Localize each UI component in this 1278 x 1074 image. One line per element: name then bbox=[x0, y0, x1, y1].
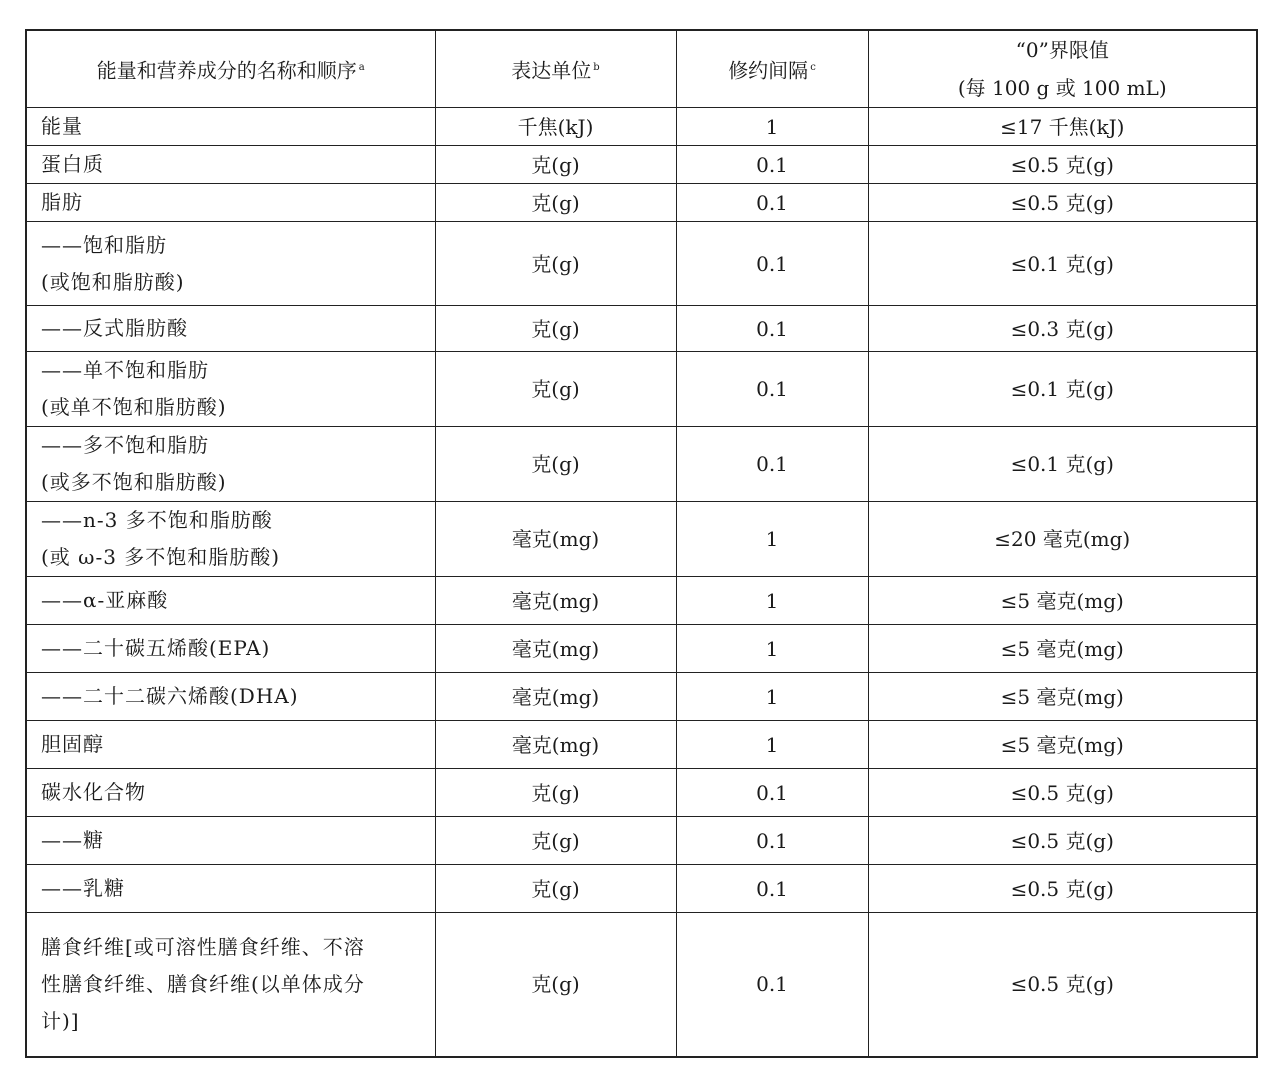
table-row bbox=[26, 222, 1257, 306]
unit-cell: 克(g) bbox=[435, 427, 676, 502]
nutrient-name bbox=[26, 865, 435, 913]
limit-cell: ≤17 千焦(kJ) bbox=[868, 108, 1257, 146]
unit-cell: 毫克(mg) bbox=[435, 673, 676, 721]
nutrient-name bbox=[26, 817, 435, 865]
unit-cell: 克(g) bbox=[435, 146, 676, 184]
interval-cell: 1 bbox=[676, 108, 868, 146]
header-name-order: 能量和营养成分的名称和顺序 $^a$ bbox=[26, 30, 435, 108]
header-unit: 表达单位 $^b$ bbox=[435, 30, 676, 108]
nutrient-name bbox=[26, 222, 435, 306]
interval-cell: 1 bbox=[676, 625, 868, 673]
limit-cell: ≤0.5 克(g) bbox=[868, 913, 1257, 1057]
nutrient-name bbox=[26, 769, 435, 817]
nutrient-name-line: ——α-亚麻酸 bbox=[41, 588, 169, 612]
nutrient-name-line: ——饱和脂肪 bbox=[41, 232, 167, 257]
nutrient-name bbox=[26, 352, 435, 427]
nutrient-name-line: 蛋白质 bbox=[41, 152, 104, 176]
header-row bbox=[26, 30, 1257, 108]
nutrient-name bbox=[26, 184, 435, 222]
limit-cell: ≤0.5 克(g) bbox=[868, 769, 1257, 817]
table-row bbox=[26, 769, 1257, 817]
nutrient-name-line: 膳食纤维[或可溶性膳食纤维、不溶 bbox=[41, 934, 365, 959]
limit-cell: ≤5 毫克(mg) bbox=[868, 625, 1257, 673]
table-row bbox=[26, 721, 1257, 769]
limit-cell: ≤0.5 克(g) bbox=[868, 817, 1257, 865]
nutrient-name bbox=[26, 673, 435, 721]
limit-cell: ≤5 毫克(mg) bbox=[868, 721, 1257, 769]
table-row bbox=[26, 865, 1257, 913]
nutrient-name bbox=[26, 427, 435, 502]
nutrient-name bbox=[26, 913, 435, 1057]
limit-cell: ≤0.1 克(g) bbox=[868, 222, 1257, 306]
nutrient-name-line: 能量 bbox=[41, 114, 83, 138]
limit-cell: ≤5 毫克(mg) bbox=[868, 673, 1257, 721]
nutrient-name-line: 胆固醇 bbox=[41, 732, 104, 756]
header-zero-limit: “0”界限值 (每 100 g 或 100 mL) bbox=[868, 30, 1257, 108]
limit-cell: ≤0.1 克(g) bbox=[868, 427, 1257, 502]
table-row bbox=[26, 625, 1257, 673]
nutrient-name-line: (或单不饱和脂肪酸) bbox=[41, 395, 227, 419]
table-row bbox=[26, 577, 1257, 625]
nutrient-name-line: 计)] bbox=[41, 1008, 80, 1033]
nutrient-name-line: ——n-3 多不饱和脂肪酸 bbox=[41, 508, 273, 532]
unit-cell: 毫克(mg) bbox=[435, 625, 676, 673]
header-rounding-interval: 修约间隔 $^c$ bbox=[676, 30, 868, 108]
nutrient-name-line: (或饱和脂肪酸) bbox=[41, 269, 185, 294]
table-row bbox=[26, 146, 1257, 184]
limit-cell: ≤0.1 克(g) bbox=[868, 352, 1257, 427]
table-row bbox=[26, 352, 1257, 427]
interval-cell: 0.1 bbox=[676, 222, 868, 306]
nutrient-name bbox=[26, 502, 435, 577]
nutrient-name-line: 碳水化合物 bbox=[41, 780, 146, 804]
interval-cell: 0.1 bbox=[676, 427, 868, 502]
unit-cell: 克(g) bbox=[435, 769, 676, 817]
nutrition-table bbox=[25, 29, 1258, 1058]
nutrient-name bbox=[26, 306, 435, 352]
interval-cell: 0.1 bbox=[676, 306, 868, 352]
interval-cell: 1 bbox=[676, 673, 868, 721]
interval-cell: 0.1 bbox=[676, 146, 868, 184]
nutrient-name bbox=[26, 108, 435, 146]
nutrient-name-line: (或多不饱和脂肪酸) bbox=[41, 470, 227, 494]
interval-cell: 0.1 bbox=[676, 913, 868, 1057]
unit-cell: 克(g) bbox=[435, 865, 676, 913]
limit-cell: ≤0.5 克(g) bbox=[868, 184, 1257, 222]
nutrient-name bbox=[26, 625, 435, 673]
interval-cell: 0.1 bbox=[676, 865, 868, 913]
table-row bbox=[26, 817, 1257, 865]
table-row bbox=[26, 306, 1257, 352]
unit-cell: 千焦(kJ) bbox=[435, 108, 676, 146]
unit-cell: 毫克(mg) bbox=[435, 502, 676, 577]
nutrient-name bbox=[26, 721, 435, 769]
nutrient-name-line: ——多不饱和脂肪 bbox=[41, 433, 209, 457]
unit-cell: 克(g) bbox=[435, 306, 676, 352]
nutrient-name-line: 性膳食纤维、膳食纤维(以单体成分 bbox=[41, 971, 365, 996]
interval-cell: 0.1 bbox=[676, 817, 868, 865]
limit-cell: ≤0.5 克(g) bbox=[868, 865, 1257, 913]
nutrient-name-line: ——乳糖 bbox=[41, 876, 125, 900]
table-row bbox=[26, 913, 1257, 1057]
nutrient-name-line: ——二十二碳六烯酸(DHA) bbox=[41, 684, 299, 708]
unit-cell: 毫克(mg) bbox=[435, 721, 676, 769]
nutrient-name-line: ——单不饱和脂肪 bbox=[41, 358, 209, 382]
limit-cell: ≤20 毫克(mg) bbox=[868, 502, 1257, 577]
limit-cell: ≤5 毫克(mg) bbox=[868, 577, 1257, 625]
table-row bbox=[26, 502, 1257, 577]
unit-cell: 克(g) bbox=[435, 913, 676, 1057]
nutrient-name-line: 脂肪 bbox=[41, 190, 83, 214]
unit-cell: 克(g) bbox=[435, 222, 676, 306]
nutrient-name-line: ——二十碳五烯酸(EPA) bbox=[41, 636, 271, 660]
unit-cell: 克(g) bbox=[435, 184, 676, 222]
unit-cell: 毫克(mg) bbox=[435, 577, 676, 625]
nutrient-name bbox=[26, 577, 435, 625]
table-row bbox=[26, 184, 1257, 222]
table-row bbox=[26, 427, 1257, 502]
nutrient-name-line: ——糖 bbox=[41, 828, 104, 852]
table-body bbox=[26, 108, 1257, 1057]
interval-cell: 1 bbox=[676, 721, 868, 769]
interval-cell: 0.1 bbox=[676, 769, 868, 817]
limit-cell: ≤0.5 克(g) bbox=[868, 146, 1257, 184]
interval-cell: 0.1 bbox=[676, 184, 868, 222]
nutrient-name-line: (或 ω-3 多不饱和脂肪酸) bbox=[41, 545, 281, 569]
nutrient-name-line: ——反式脂肪酸 bbox=[41, 316, 188, 340]
unit-cell: 克(g) bbox=[435, 817, 676, 865]
interval-cell: 0.1 bbox=[676, 352, 868, 427]
nutrient-name bbox=[26, 146, 435, 184]
interval-cell: 1 bbox=[676, 577, 868, 625]
table-row bbox=[26, 673, 1257, 721]
limit-cell: ≤0.3 克(g) bbox=[868, 306, 1257, 352]
unit-cell: 克(g) bbox=[435, 352, 676, 427]
table-row bbox=[26, 108, 1257, 146]
interval-cell: 1 bbox=[676, 502, 868, 577]
